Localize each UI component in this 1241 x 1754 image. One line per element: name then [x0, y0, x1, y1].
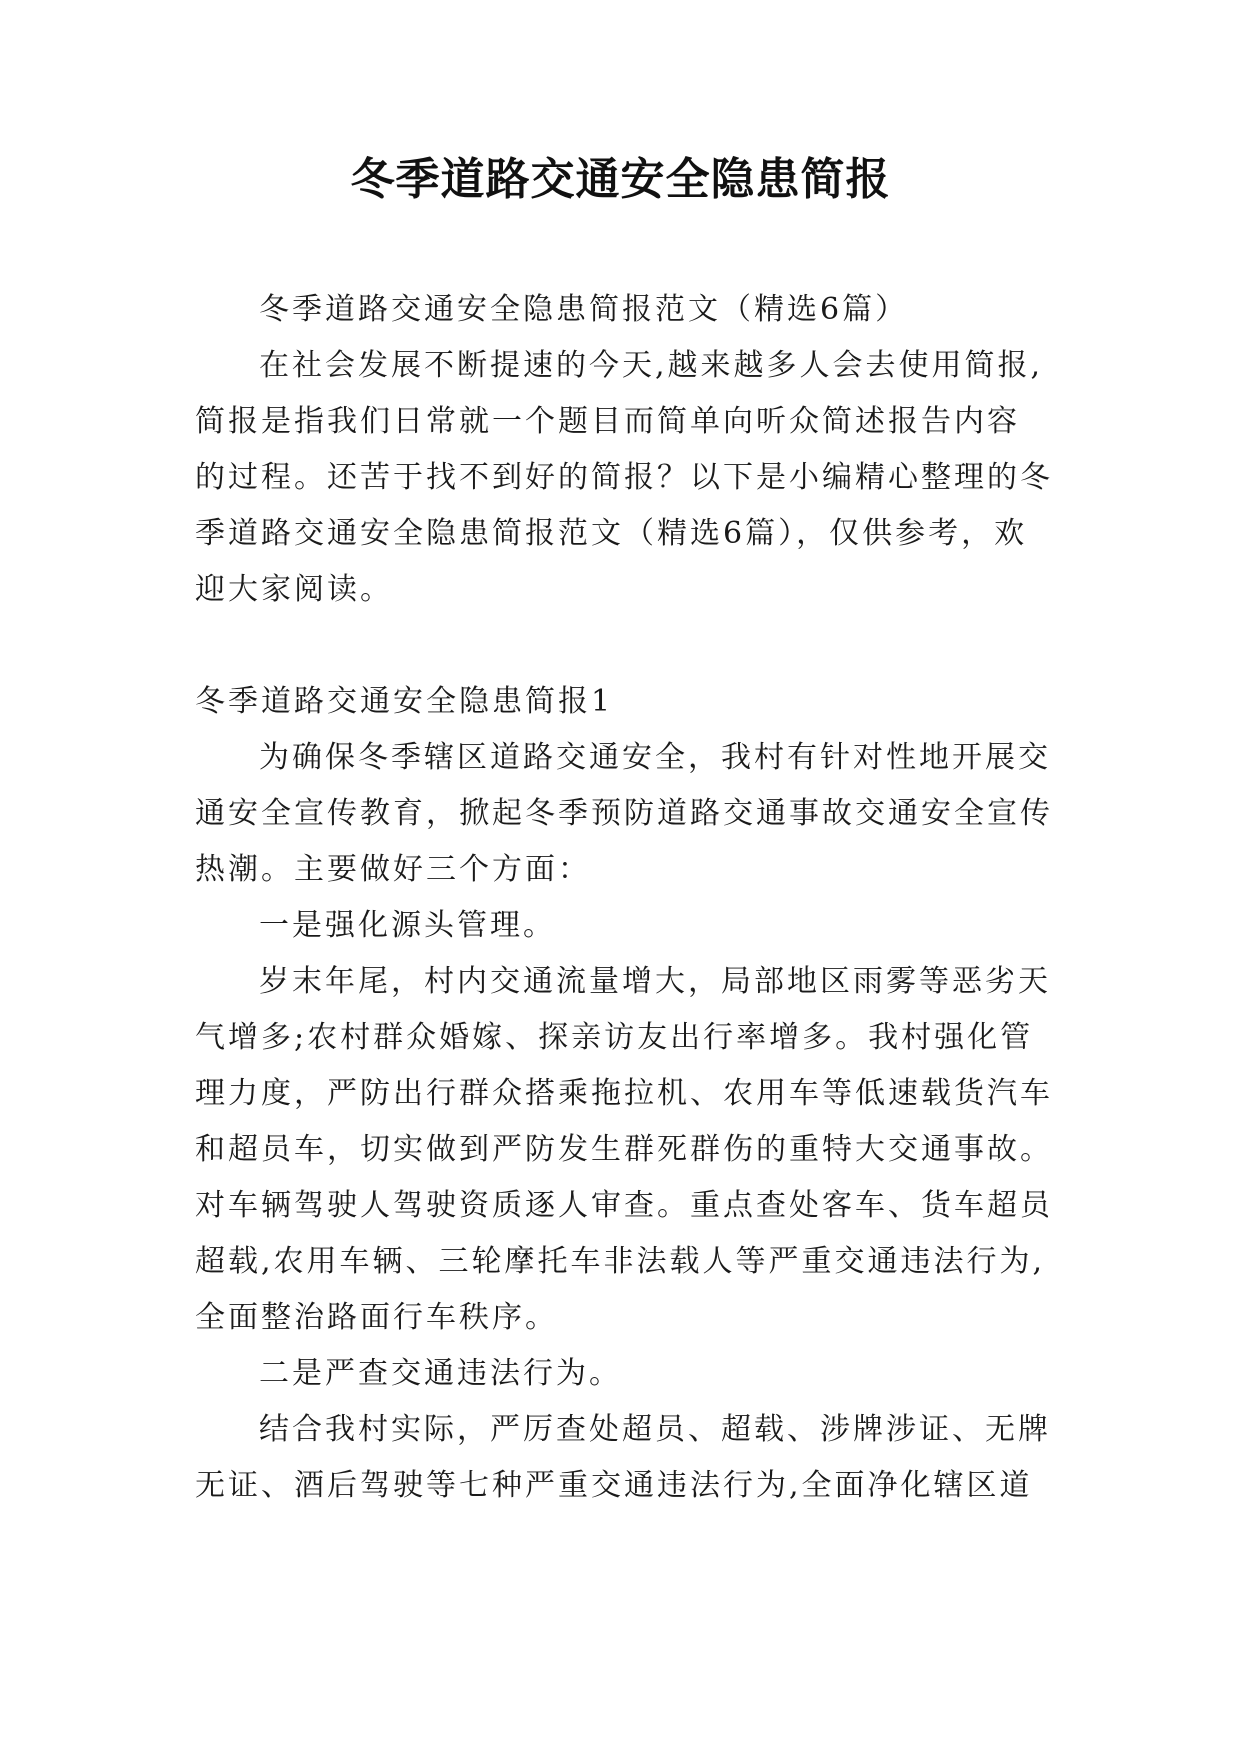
subsection-heading: 一是强化源头管理。 [259, 908, 556, 943]
paragraph-line: 的过程。还苦于找不到好的简报？以下是小编精心整理的冬 [195, 460, 1053, 495]
paragraph-line: 和超员车，切实做到严防发生群死群伤的重特大交通事故。 [195, 1132, 1053, 1167]
spacer [195, 618, 1065, 674]
paragraph-line: 气增多;农村群众婚嫁、探亲访友出行率增多。我村强化管 [195, 1020, 1034, 1055]
paragraph-line: 迎大家阅读。 [195, 572, 393, 607]
paragraph-line: 全面整治路面行车秩序。 [195, 1300, 558, 1335]
paragraph-line: 在社会发展不断提速的今天,越来越多人会去使用简报, [259, 348, 1044, 383]
paragraph-line: 理力度，严防出行群众搭乘拖拉机、农用车等低速载货汽车 [195, 1076, 1053, 1111]
paragraph-line: 无证、酒后驾驶等七种严重交通违法行为,全面净化辖区道 [195, 1468, 1033, 1503]
paragraph-line: 为确保冬季辖区道路交通安全，我村有针对性地开展交 [259, 740, 1051, 775]
paragraph-line: 岁末年尾，村内交通流量增大，局部地区雨雾等恶劣天 [259, 964, 1051, 999]
subsection-heading: 二是严查交通违法行为。 [259, 1356, 622, 1391]
paragraph-line: 结合我村实际，严厉查处超员、超载、涉牌涉证、无牌 [259, 1412, 1051, 1447]
paragraph-line: 对车辆驾驶人驾驶资质逐人审查。重点查处客车、货车超员 [195, 1188, 1053, 1223]
paragraph-line: 通安全宣传教育，掀起冬季预防道路交通事故交通安全宣传 [195, 796, 1053, 831]
section-heading: 冬季道路交通安全隐患简报1 [195, 684, 614, 719]
paragraph-line: 热潮。主要做好三个方面： [195, 852, 591, 887]
document-title: 冬季道路交通安全隐患简报 [350, 154, 891, 205]
paragraph-line: 季道路交通安全隐患简报范文（精选6篇），仅供参考，欢 [195, 516, 1028, 551]
document-body [195, 282, 1065, 1514]
paragraph-line: 简报是指我们日常就一个题目而简单向听众简述报告内容 [195, 404, 1020, 439]
summary-heading: 冬季道路交通安全隐患简报范文（精选6篇） [259, 292, 909, 327]
paragraph-line: 超载,农用车辆、三轮摩托车非法载人等严重交通违法行为, [195, 1244, 1046, 1279]
